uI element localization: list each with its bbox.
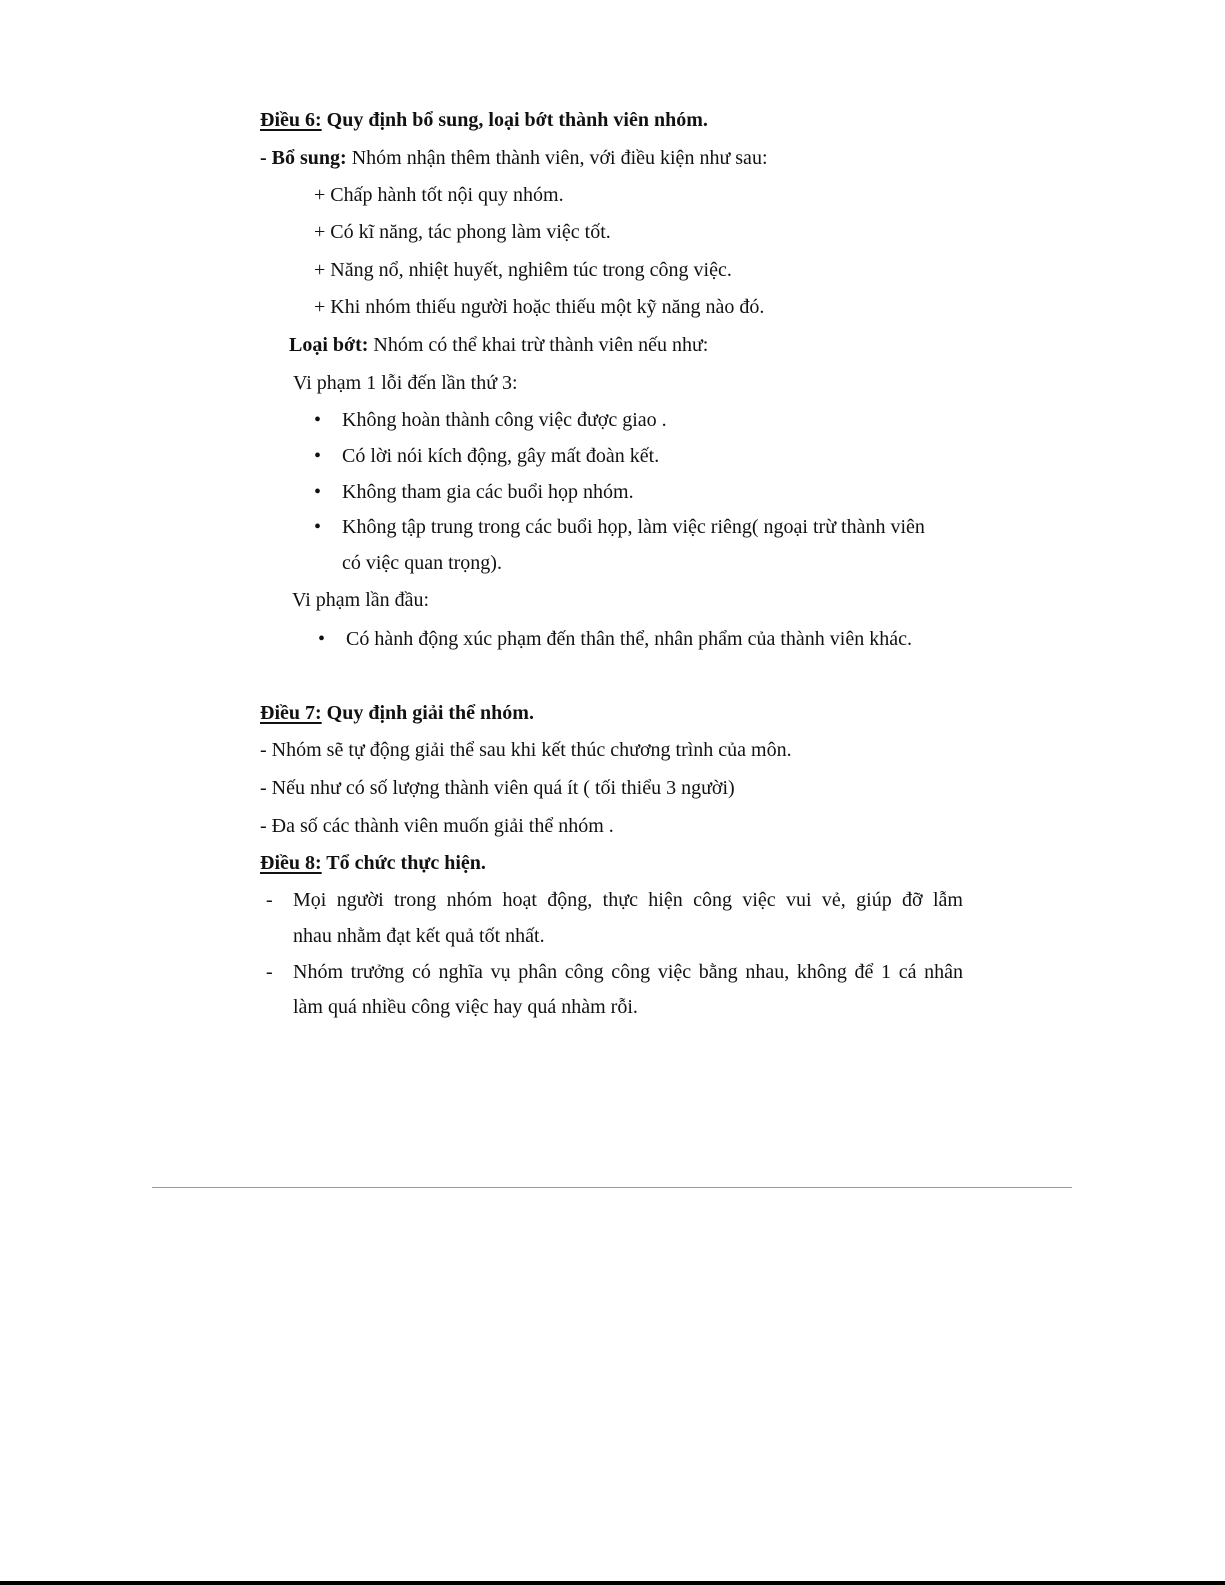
article-6-label: Điều 6: [260,109,322,131]
list-item: Không tham gia các buổi họp nhóm. [342,481,634,503]
article-7-heading [260,701,534,725]
list-item-continuation: có việc quan trọng). [342,552,502,574]
article-8-title: Tổ chức thực hiện. [321,852,486,874]
remove-members-rule [289,333,708,357]
add-members-label: - Bổ sung: [260,147,347,169]
list-item-continuation: nhau nhằm đạt kết quả tốt nhất. [293,925,545,947]
list-item: - Nếu như có số lượng thành viên quá ít ( tối thiểu 3 người) [260,777,735,799]
list-item: Không hoàn thành công việc được giao . [342,409,667,431]
article-8-label: Điều 8: [260,852,322,874]
remove-members-text: Nhóm có thể khai trừ thành viên nếu như: [368,334,709,356]
page-bottom-border [0,1581,1225,1585]
list-item: - Đa số các thành viên muốn giải thể nhóm . [260,815,614,837]
bullet-icon: • [314,516,322,538]
bullet-icon: • [314,481,322,503]
first-offense-intro: Vi phạm lần đầu: [292,589,430,611]
list-item: + Khi nhóm thiếu người hoặc thiếu một kỹ năng nào đó. [314,296,765,318]
page-divider [152,1187,1072,1188]
article-6-heading [260,108,708,132]
list-item-continuation: làm quá nhiều công việc hay quá nhàm rỗi. [293,996,638,1018]
article-6-title: Quy định bổ sung, loại bớt thành viên nhóm. [321,109,708,131]
dash-icon: - [266,889,273,911]
bullet-icon: • [318,628,326,650]
bullet-icon: • [314,409,322,431]
dash-icon: - [266,961,273,983]
remove-members-label: Loại bớt: [289,334,369,356]
list-item: + Có kĩ năng, tác phong làm việc tốt. [314,221,611,243]
article-8-heading [260,851,486,875]
list-item: Có lời nói kích động, gây mất đoàn kết. [342,445,660,467]
article-7-label: Điều 7: [260,702,322,724]
list-item: - Nhóm sẽ tự động giải thể sau khi kết thúc chương trình của môn. [260,739,792,761]
bullet-icon: • [314,445,322,467]
list-item: + Năng nổ, nhiệt huyết, nghiêm túc trong công việc. [314,259,732,281]
list-item: Có hành động xúc phạm đến thân thể, nhân phẩm của thành viên khác. [346,628,912,650]
add-members-rule [260,146,768,170]
list-item: + Chấp hành tốt nội quy nhóm. [314,184,564,206]
list-item: Không tập trung trong các buổi họp, làm việc riêng( ngoại trừ thành viên [342,516,925,538]
third-offense-intro: Vi phạm 1 lỗi đến lần thứ 3: [293,372,518,394]
add-members-text: Nhóm nhận thêm thành viên, với điều kiện như sau: [346,147,768,169]
list-item: Mọi người trong nhóm hoạt động, thực hiện công việc vui vẻ, giúp đỡ lẫm [293,889,963,911]
list-item: Nhóm trưởng có nghĩa vụ phân công công việc bằng nhau, không để 1 cá nhân [293,961,963,983]
article-7-title: Quy định giải thể nhóm. [321,702,534,724]
